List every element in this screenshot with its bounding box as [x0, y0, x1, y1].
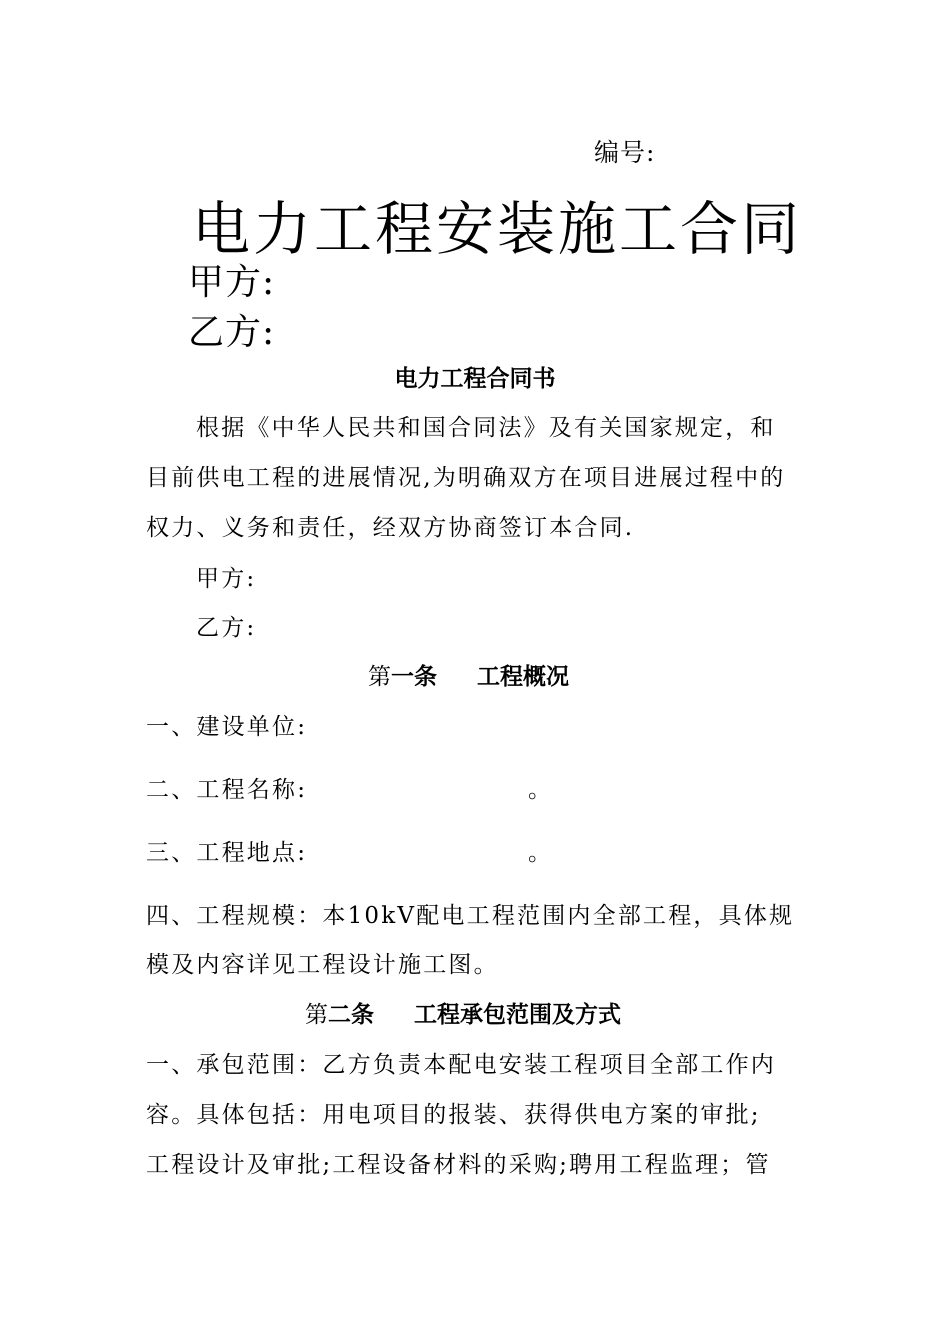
- project-item: 一、建设单位:: [146, 714, 308, 740]
- article-number: 二条: [328, 1002, 374, 1028]
- contract-title: 电力工程安装施工合同: [192, 195, 803, 263]
- item-end-mark: 。: [528, 777, 551, 803]
- contract-subtitle: 电力工程合同书: [394, 366, 556, 392]
- project-item: 三、工程地点:: [146, 840, 308, 866]
- project-scale-line: 模及内容详见工程设计施工图。: [146, 952, 499, 978]
- party-a-line: 甲方:: [196, 566, 257, 592]
- project-scale-line: 四、工程规模：本10kV配电工程范围内全部工程，具体规: [146, 903, 795, 929]
- article-name: 工程概况: [477, 664, 569, 690]
- article-1-heading: [368, 658, 569, 691]
- serial-number-label: 编号:: [594, 138, 656, 167]
- item-end-mark: 。: [528, 840, 551, 866]
- project-item: 二、工程名称:: [146, 777, 308, 803]
- article-prefix: 第: [305, 1002, 328, 1028]
- scope-line: 工程设计及审批;工程设备材料的采购;聘用工程监理；管: [146, 1152, 771, 1178]
- article-prefix: 第: [368, 664, 391, 690]
- intro-line: 权力、义务和责任，经双方协商签订本合同.: [146, 515, 635, 541]
- party-b-line: 乙方:: [196, 615, 257, 641]
- article-name: 工程承包范围及方式: [414, 1002, 621, 1028]
- article-2-heading: [305, 996, 621, 1029]
- scope-line: 一、承包范围：乙方负责本配电安装工程项目全部工作内: [146, 1052, 776, 1078]
- intro-line: 目前供电工程的进展情况,为明确双方在项目进展过程中的: [146, 465, 786, 491]
- party-a-heading: 甲方:: [188, 262, 276, 303]
- scope-line: 容。具体包括：用电项目的报装、获得供电方案的审批;: [146, 1102, 761, 1128]
- article-number: 一条: [391, 664, 437, 690]
- party-b-heading: 乙方:: [188, 312, 276, 353]
- intro-line: 根据《中华人民共和国合同法》及有关国家规定，和: [196, 415, 776, 441]
